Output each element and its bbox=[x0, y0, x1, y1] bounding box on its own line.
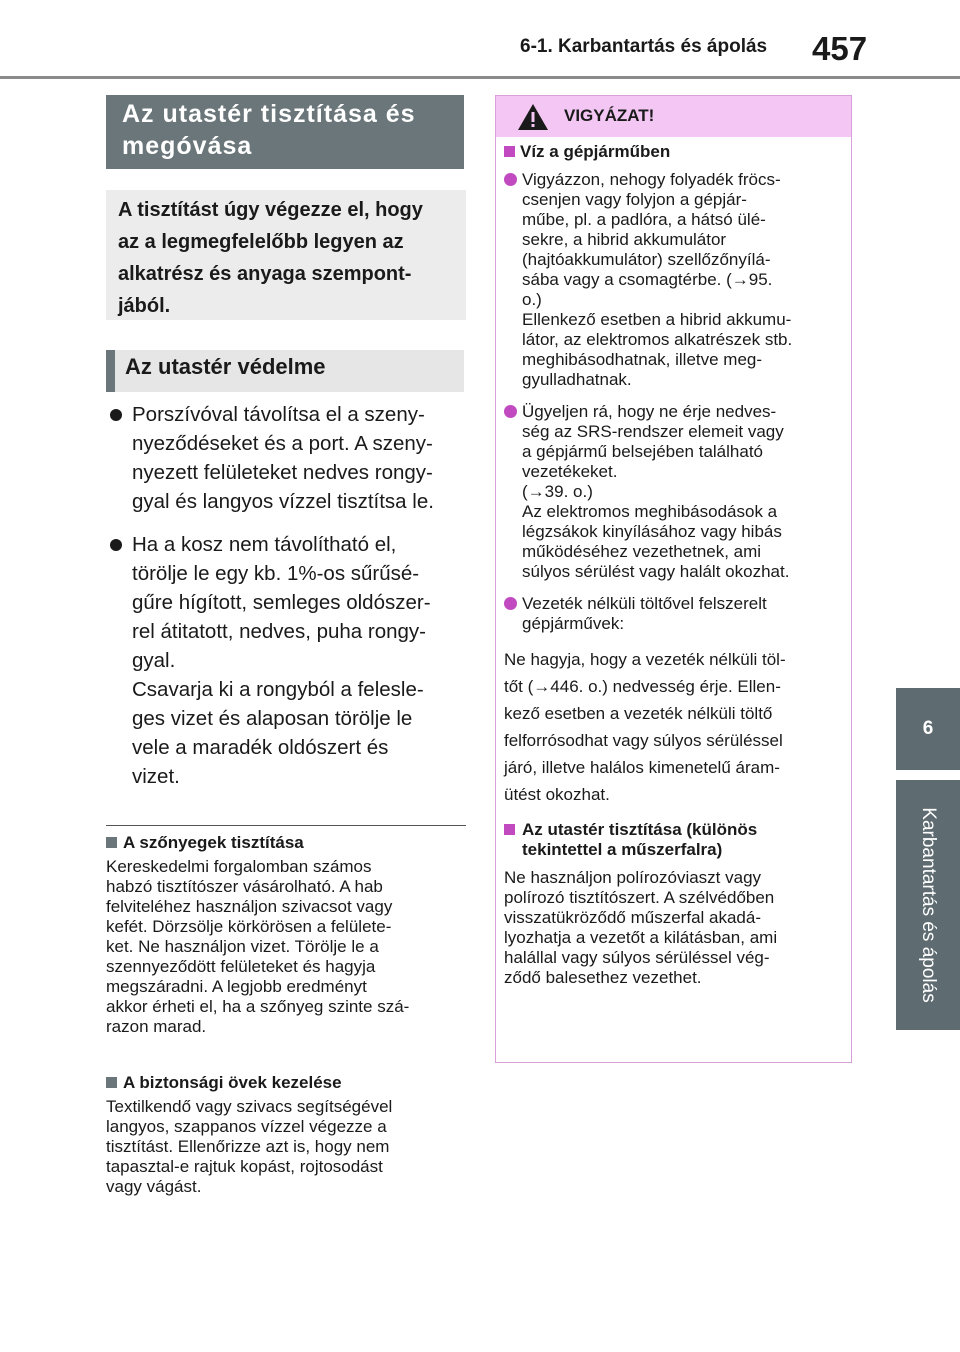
bullet-line: gűre hígított, semleges oldószer- bbox=[132, 591, 431, 614]
warning-icon bbox=[516, 102, 550, 132]
bullet-line: törölje le egy kb. 1%-os sűrűsé- bbox=[132, 562, 420, 585]
bullet-line: Porszívóval távolítsa el a szeny- bbox=[132, 403, 425, 426]
carpet-line: razon marad. bbox=[106, 1017, 207, 1036]
list-item: Vezeték nélküli töltővel felszerelt gépjárművek: bbox=[504, 594, 844, 634]
intro-line: A tisztítást úgy végezze el, hogy bbox=[118, 199, 423, 221]
caution-title: VIGYÁZAT! bbox=[564, 106, 655, 125]
carpet-line: kefét. Dörzsölje körkörösen a felülete- bbox=[106, 917, 392, 936]
carpet-line: ket. Ne használjon vizet. Törölje le a bbox=[106, 937, 379, 956]
intro-line: jából. bbox=[118, 295, 171, 317]
bullet-line: vizet. bbox=[132, 765, 180, 788]
wireless-warning-text: Ne hagyja, hogy a vezeték nélküli töl- tőt (→446. o.) nedvesség érje. Ellen- kező esetben a vezeték nélküli töltő felforrósodhat vagy súlyos sérüléssel járó, illetve halálos kimenetelű áram- ütést okozhat. bbox=[504, 650, 786, 804]
page-number: 457 bbox=[812, 30, 868, 67]
intro-line: alkatrész és anyaga szempont- bbox=[118, 263, 412, 285]
carpet-line: felviteléhez használjon szivacsot vagy bbox=[106, 897, 393, 916]
bullet-icon bbox=[504, 173, 517, 186]
list-item bbox=[106, 400, 468, 516]
section-title: 6-1. Karbantartás és ápolás bbox=[520, 36, 768, 57]
carpet-line: akkor érheti el, ha a szőnyeg szinte szá- bbox=[106, 997, 410, 1016]
bullet-line: nyezett felületeket nedves rongy- bbox=[132, 461, 433, 484]
carpet-line: habzó tisztítószer vásárolható. A hab bbox=[106, 877, 383, 896]
square-bullet-icon bbox=[106, 1077, 117, 1088]
section-heading bbox=[106, 95, 464, 169]
chapter-tab bbox=[896, 780, 960, 1030]
seatbelt-title: A biztonsági övek kezelése bbox=[106, 1073, 466, 1093]
carpet-line: Kereskedelmi forgalomban számos bbox=[106, 857, 372, 876]
carpet-title: A szőnyegek tisztítása bbox=[106, 833, 466, 853]
square-bullet-icon bbox=[504, 824, 515, 835]
bullet-line: nyeződéseket és a port. A szeny- bbox=[132, 432, 433, 455]
seatbelt-line: Textilkendő vagy szivacs segítségével bbox=[106, 1097, 393, 1116]
chapter-tab-number: 6 bbox=[896, 688, 960, 770]
interior-title: Az utastér tisztítása (különös tekintettel a műszerfalra) bbox=[504, 820, 844, 860]
square-bullet-icon bbox=[504, 146, 515, 157]
seatbelt-line: tisztítást. Ellenőrizze azt is, hogy nem bbox=[106, 1137, 390, 1156]
caution-header bbox=[496, 96, 851, 137]
header-rule bbox=[0, 76, 960, 79]
seatbelt-line: tapasztal-e rajtuk kopást, rojtosodást bbox=[106, 1157, 383, 1176]
bullet-line: rel átitatott, nedves, puha rongy- bbox=[132, 620, 427, 643]
interior-text: Ne használjon polírozóviaszt vagy polírozó tisztítószert. A szélvédőben visszatükröződő műszerfal akadá- lyozhatja a vezetőt a kilátásban, ami halállal vagy súlyos sérüléssel vég- ződő balesethez vezethet. bbox=[504, 868, 778, 987]
seatbelt-line: vagy vágást. bbox=[106, 1177, 202, 1196]
caution-box bbox=[495, 95, 852, 1063]
chapter-tab-label: Karbantartás és ápolás bbox=[918, 807, 939, 1003]
seatbelt-section bbox=[106, 1073, 466, 1197]
bullet-line: Csavarja ki a rongyból a felesle- bbox=[132, 678, 424, 701]
square-bullet-icon bbox=[106, 837, 117, 848]
list-item: Ügyeljen rá, hogy ne érje nedves- ség az SRS-rendszer elemeit vagy a gépjármű belsejében található vezetékeket. (→39. o.) Az elektromos meghibásodások a légzsákok kinyílásához vagy hibás működéséhez vezethetnek, ami súlyos sérülést vagy halált okozhat. bbox=[504, 402, 844, 582]
bullet-icon bbox=[110, 539, 122, 551]
subheading: Az utastér védelme bbox=[106, 350, 464, 392]
carpet-section bbox=[106, 833, 466, 1037]
bullet-line: vele a maradék oldószert és bbox=[132, 736, 389, 759]
intro-line: az a legmegfelelőbb legyen az bbox=[118, 231, 404, 253]
bullet-icon bbox=[504, 405, 517, 418]
list-item bbox=[106, 530, 468, 791]
bullet-line: Ha a kosz nem távolítható el, bbox=[132, 533, 397, 556]
divider bbox=[106, 825, 466, 826]
carpet-line: szennyeződött felületeket és hagyja bbox=[106, 957, 376, 976]
bullet-icon bbox=[504, 597, 517, 610]
carpet-line: megszáradni. A legjobb eredményt bbox=[106, 977, 367, 996]
water-title: Víz a gépjárműben bbox=[504, 142, 844, 162]
bullet-line: gyal és langyos vízzel tisztítsa le. bbox=[132, 490, 434, 513]
intro-box bbox=[106, 190, 466, 320]
heading-line-1: Az utastér tisztítása és bbox=[122, 100, 416, 128]
bullet-list bbox=[106, 400, 468, 805]
heading-line-2: megóvása bbox=[122, 132, 253, 160]
bullet-icon bbox=[110, 409, 122, 421]
list-item: Vigyázzon, nehogy folyadék fröcs- csenjen vagy folyjon a gépjár- műbe, pl. a padlóra, a hátsó ülé- sekre, a hibrid akkumulátor (hajtóakkumulátor) szellőzőnyílá- sába vagy a csomagtérbe. (→95. o.) Ellenkező esetben a hibrid akkumu- látor, az elektromos alkatrészek stb. meghibásodhatnak, illetve meg- gyulladhatnak. bbox=[504, 170, 844, 390]
bullet-line: gyal. bbox=[132, 649, 176, 672]
bullet-line: ges vizet és alaposan törölje le bbox=[132, 707, 413, 730]
seatbelt-line: langyos, szappanos vízzel végezze a bbox=[106, 1117, 387, 1136]
